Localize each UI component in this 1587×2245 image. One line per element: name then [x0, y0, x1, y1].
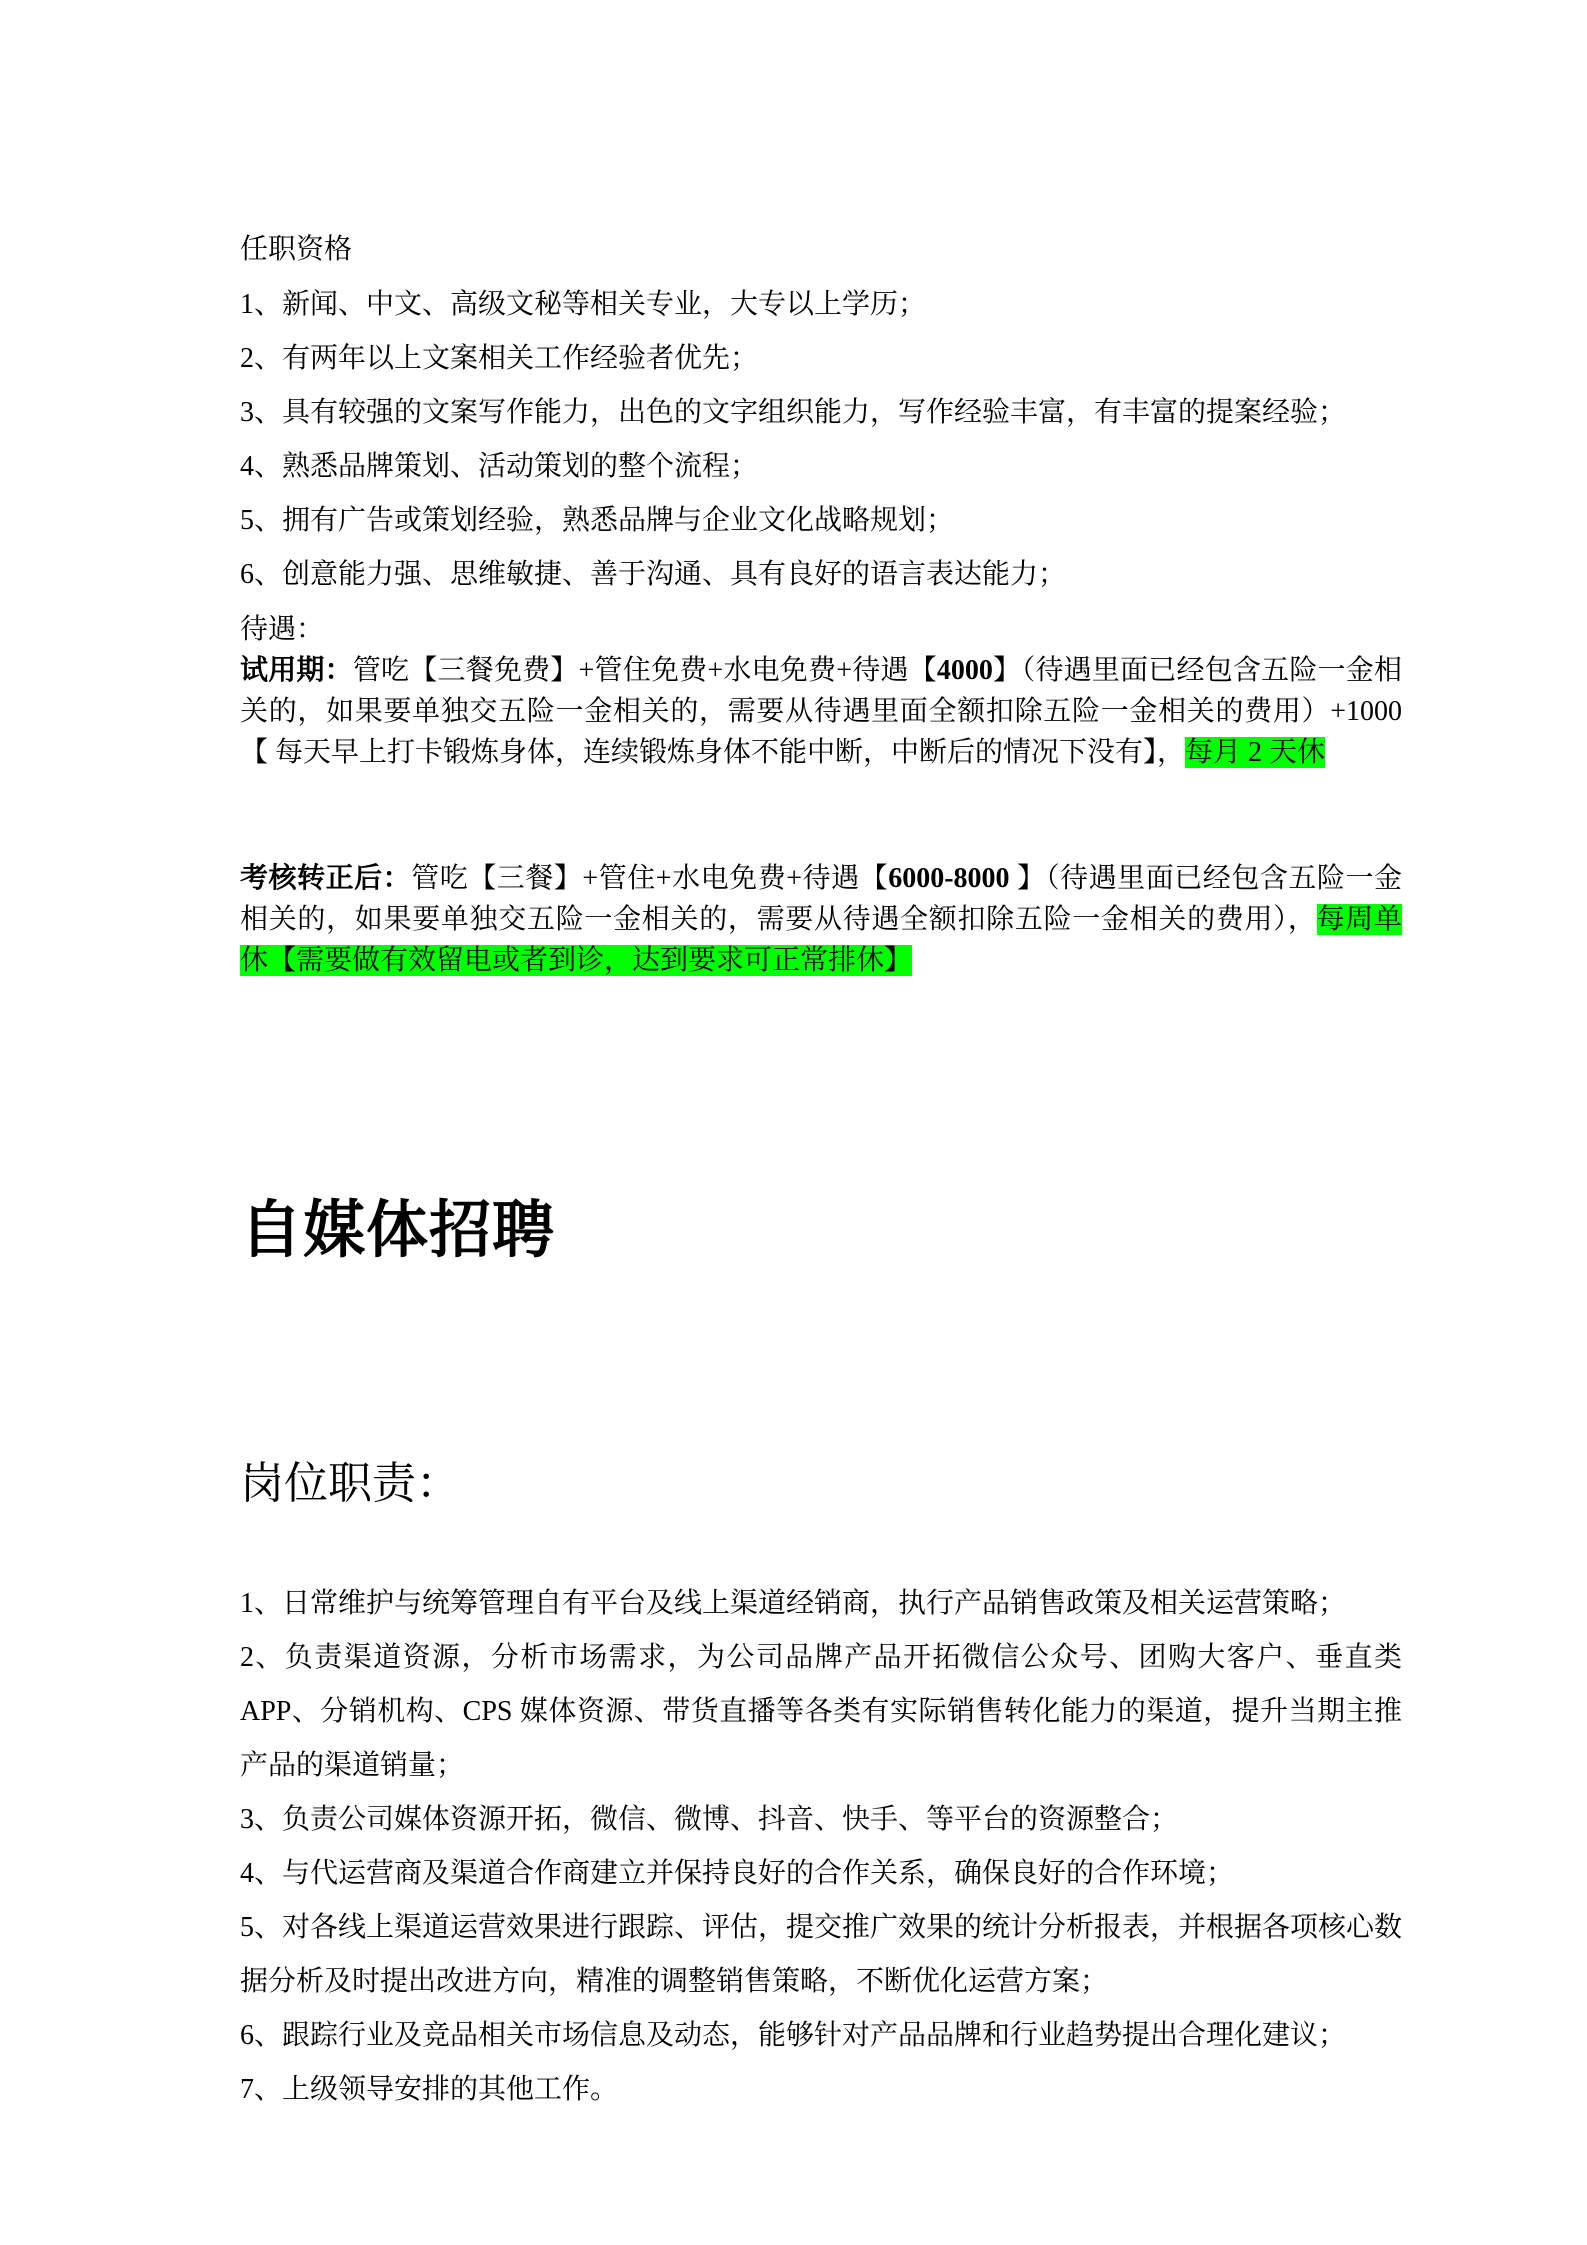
qualification-item: 3、具有较强的文案写作能力，出色的文字组织能力，写作经验丰富，有丰富的提案经验； [240, 397, 1347, 428]
confirmed-paragraph [240, 858, 1402, 981]
trial-period-text: 】（待遇里面已经包含五险一金相关的，如果要单独交五险一金相关的，需要从待遇里面全额扣除五险一金相关的费用）+1000【 每天早上打卡锻炼身体，连续锻炼身体不能中断，中断后的情况下没有】， [240, 655, 1402, 768]
duty-item: 7、上级领导安排的其他工作。 [240, 2074, 619, 2105]
trial-period-label: 试用期： [240, 655, 353, 686]
confirmed-rest-highlight: 每周单休【需要做有效留电或者到诊，达到要求可正常排休】 [240, 904, 1402, 976]
qualifications-heading: 任职资格 [240, 234, 353, 265]
qualification-item: 1、新闻、中文、高级文秘等相关专业，大专以上学历； [240, 289, 927, 320]
trial-period-text: 管吃【三餐免费】+管住免费+水电免费+待遇【 [352, 655, 937, 686]
confirmed-text: 管吃【三餐】+管住+水电免费+待遇【 [411, 863, 889, 894]
duties-heading: 岗位职责： [240, 1459, 460, 1508]
duty-item: 1、日常维护与统筹管理自有平台及线上渠道经销商，执行产品销售政策及相关运营策略； [240, 1588, 1347, 1619]
qualification-item: 5、拥有广告或策划经验，熟悉品牌与企业文化战略规划； [240, 505, 955, 536]
qualifications-list [240, 278, 1402, 602]
confirmed-text: 】（待遇里面已经包含五险一金相关的，如果要单独交五险一金相关的，需要从待遇全额扣除五险一金相关的费用）， [240, 863, 1402, 935]
media-recruit-title: 自媒体招聘 [240, 1197, 556, 1265]
trial-rest-highlight: 每月 2 天休 [1185, 737, 1326, 768]
qualification-item: 6、创意能力强、思维敏捷、善于沟通、具有良好的语言表达能力； [240, 559, 1067, 590]
document-content [240, 0, 1402, 2117]
confirmed-label: 考核转正后： [240, 863, 412, 894]
confirmed-salary-amount: 6000-8000 [888, 863, 1018, 894]
qualification-item: 4、熟悉品牌策划、活动策划的整个流程； [240, 451, 759, 482]
treatment-heading: 待遇： [240, 614, 325, 645]
duties-list [240, 1577, 1402, 2117]
qualification-item: 2、有两年以上文案相关工作经验者优先； [240, 343, 759, 374]
duty-item: 5、对各线上渠道运营效果进行跟踪、评估，提交推广效果的统计分析报表，并根据各项核心数据分析及时提出改进方向，精准的调整销售策略，不断优化运营方案； [240, 1912, 1403, 1997]
duty-item: 4、与代运营商及渠道合作商建立并保持良好的合作关系，确保良好的合作环境； [240, 1858, 1235, 1889]
duty-item: 2、负责渠道资源，分析市场需求，为公司品牌产品开拓微信公众号、团购大客户、垂直类APP、分销机构、CPS 媒体资源、带货直播等各类有实际销售转化能力的渠道，提升当期主推产品的渠道销量； [240, 1642, 1402, 1781]
duty-item: 6、跟踪行业及竞品相关市场信息及动态，能够针对产品品牌和行业趋势提出合理化建议； [240, 2020, 1347, 2051]
trial-salary-amount: 4000 [936, 655, 993, 686]
trial-period-paragraph [240, 650, 1402, 773]
duty-item: 3、负责公司媒体资源开拓，微信、微博、抖音、快手、等平台的资源整合； [240, 1804, 1179, 1835]
